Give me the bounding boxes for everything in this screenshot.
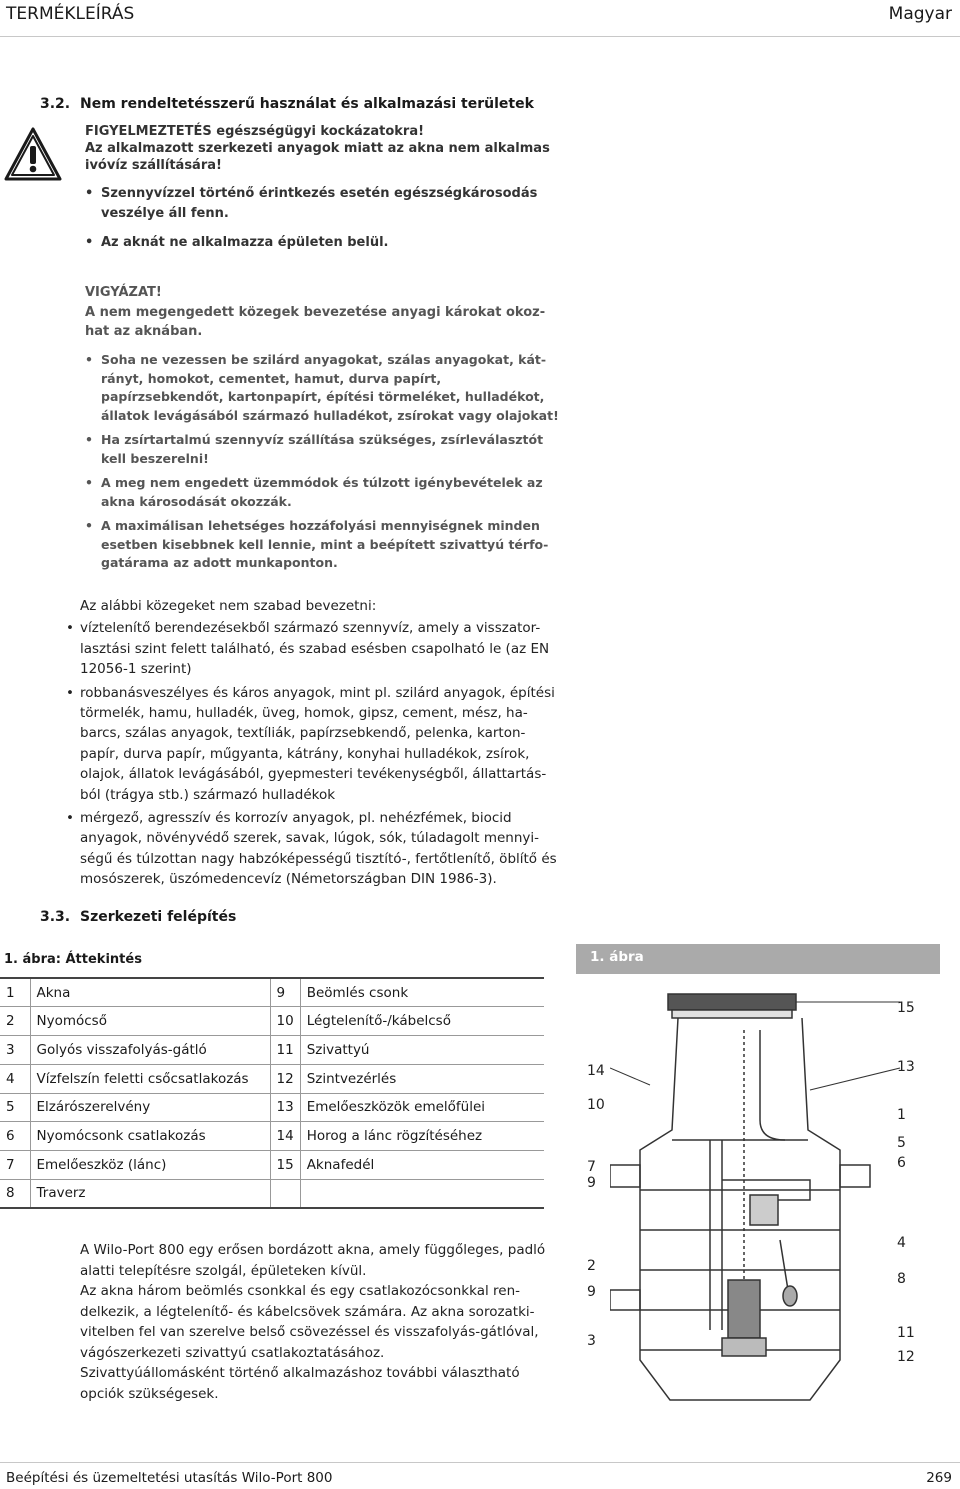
figure-callout-1: 1 [897, 1107, 906, 1123]
page-number: 269 [926, 1470, 952, 1486]
part-number: 5 [0, 1093, 30, 1122]
table-row [0, 978, 544, 1007]
caution-list [85, 351, 565, 573]
prohibited-item: • robbanásveszélyes és káros anyagok, mint pl. szilárd anyagok, építési törmelék, hamu, hulladék, üveg, homok, gipsz, cement, mész, ha-barcs, szálas anyagok, textíliák, papírzsebkendő, pelenka, karton-papír, durva papír, műgyanta, kátrány, konyhai hulladékok, zsírok, olajok, állatok levágásából, gyepmesteri tevékenységből, állattartás-ból (trágya stb.) származó hulladékok [68, 683, 558, 805]
figure-callout-6: 6 [897, 1155, 906, 1171]
part-label: Beömlés csonk [300, 978, 544, 1007]
part-number: 2 [0, 1007, 30, 1036]
footer-divider [0, 1462, 960, 1463]
description-paragraph: Szivattyúállomásként történő alkalmazáshoz további választható opciók szükségesek. [80, 1365, 520, 1402]
shaft-diagram [610, 990, 910, 1410]
caution-title: VIGYÁZAT! [85, 285, 162, 300]
inlet-left [610, 1165, 640, 1187]
parts-table [0, 977, 544, 1209]
part-number [270, 1179, 300, 1208]
description-paragraph: Az akna három beömlés csonkkal és egy csatlakozócsonkkal ren-delkezik, a légtelenítő- és kábelcsövek számára. Az akna sorozatki-vitelben fel van szerelve belső csövezéssel és visszafolyás-gátlóval, vágószerkezeti szivattyú csatlakoztatásához. [80, 1283, 539, 1361]
part-label: Aknafedél [300, 1151, 544, 1180]
part-number: 1 [0, 978, 30, 1007]
leader-line [610, 1068, 650, 1085]
warning-item: • Szennyvízzel történő érintkezés esetén egészségkárosodás veszélye áll fenn. [85, 184, 565, 224]
figure-callout-8: 8 [897, 1271, 906, 1287]
part-number: 15 [270, 1151, 300, 1180]
table-row [0, 1122, 544, 1151]
warning-item: • Az aknát ne alkalmazza épületen belül. [85, 233, 565, 253]
part-label: Horog a lánc rögzítéséhez [300, 1122, 544, 1151]
table-row [0, 1151, 544, 1180]
pressure-pipe [710, 1140, 722, 1330]
section-number: 3.2. [40, 96, 71, 112]
header-language: Magyar [888, 4, 952, 24]
inlet-right [840, 1165, 870, 1187]
warning-triangle-icon [4, 126, 62, 184]
part-label: Vízfelszín feletti csőcsatlakozás [30, 1064, 270, 1093]
figure-callout-15: 15 [897, 1000, 915, 1016]
figure-callout-7: 7 [587, 1159, 596, 1175]
leader-line [810, 1068, 900, 1090]
check-valve [750, 1195, 778, 1225]
caution-text: A nem megengedett közegek bevezetése anyagi károkat okoz-hat az aknában. [85, 305, 546, 339]
part-label: Szivattyú [300, 1036, 544, 1065]
table-row [0, 1007, 544, 1036]
part-label: Nyomócső [30, 1007, 270, 1036]
warning-text: Az alkalmazott szerkezeti anyagok miatt az akna nem alkalmas ivóvíz szállítására! [85, 140, 550, 173]
figure-callout-14: 14 [587, 1063, 605, 1079]
part-number: 13 [270, 1093, 300, 1122]
table-row [0, 1064, 544, 1093]
shaft-cover [668, 994, 796, 1010]
header-divider [0, 36, 960, 37]
figure-title: 1. ábra [590, 949, 644, 965]
caution-notice [85, 283, 565, 579]
part-label [300, 1179, 544, 1208]
figure-callout-11: 11 [897, 1325, 915, 1341]
part-number: 4 [0, 1064, 30, 1093]
vent-pipe [760, 1030, 785, 1140]
prohibited-list [68, 618, 558, 889]
figure-callout-10: 10 [587, 1097, 605, 1113]
level-float [783, 1286, 797, 1306]
table-row [0, 1036, 544, 1065]
description-paragraph: A Wilo-Port 800 egy erősen bordázott akna, amely függőleges, padló alatti telepítésre szolgál, épületeken kívül. [80, 1242, 546, 1279]
table-row [0, 1093, 544, 1122]
figure-callout-3: 3 [587, 1333, 596, 1349]
cover-frame [672, 1010, 792, 1018]
caution-item: • Ha zsírtartalmú szennyvíz szállítása szükséges, zsírleválasztót kell beszerelni! [85, 431, 565, 468]
inlet-lower [610, 1290, 640, 1310]
part-number: 3 [0, 1036, 30, 1065]
prohibited-intro: Az alábbi közegeket nem szabad bevezetni: [80, 598, 377, 614]
figure-header [576, 944, 940, 974]
part-label: Elzárószerelvény [30, 1093, 270, 1122]
figure-callout-5: 5 [897, 1135, 906, 1151]
part-label: Nyomócsonk csatlakozás [30, 1122, 270, 1151]
part-label: Emelőeszköz (lánc) [30, 1151, 270, 1180]
figure-callout-9: 9 [587, 1284, 596, 1300]
part-label: Traverz [30, 1179, 270, 1208]
part-number: 7 [0, 1151, 30, 1180]
part-number: 11 [270, 1036, 300, 1065]
health-warning [85, 124, 565, 262]
section-title: Szerkezeti felépítés [80, 909, 237, 925]
footer-document-title: Beépítési és üzemeltetési utasítás Wilo-Port 800 [6, 1470, 333, 1486]
part-label: Légtelenítő-/kábelcső [300, 1007, 544, 1036]
parts-table-caption: 1. ábra: Áttekintés [4, 952, 142, 967]
level-control-cable [780, 1240, 788, 1290]
warning-title: FIGYELMEZTETÉS egészségügyi kockázatokra! [85, 124, 425, 139]
figure-callout-4: 4 [897, 1235, 906, 1251]
section-title: Nem rendeltetésszerű használat és alkalmazási területek [80, 96, 534, 112]
part-number: 12 [270, 1064, 300, 1093]
warning-list [85, 184, 565, 253]
figure-callout-2: 2 [587, 1258, 596, 1274]
prohibited-media-section [68, 596, 558, 893]
part-number: 14 [270, 1122, 300, 1151]
figure-callout-12: 12 [897, 1349, 915, 1365]
figure-callout-9: 9 [587, 1175, 596, 1191]
part-number: 6 [0, 1122, 30, 1151]
part-label: Akna [30, 978, 270, 1007]
part-number: 10 [270, 1007, 300, 1036]
caution-item: • A maximálisan lehetséges hozzáfolyási mennyiségnek minden esetben kisebbnek kell lennie, mint a beépített szivattyú térfo-gatárama az adott munkaponton. [85, 517, 565, 573]
table-row [0, 1179, 544, 1208]
part-number: 8 [0, 1179, 30, 1208]
prohibited-item: • víztelenítő berendezésekből származó szennyvíz, amely a visszator-lasztási szint felett található, és szabad esésben csapolható le (az EN 12056-1 szerint) [68, 618, 558, 679]
part-label: Szintvezérlés [300, 1064, 544, 1093]
product-description [80, 1240, 550, 1404]
header-section-label: TERMÉKLEÍRÁS [6, 4, 135, 24]
caution-item: • Soha ne vezessen be szilárd anyagokat, szálas anyagokat, kát-rányt, homokot, cementet, hamut, durva papírt, papírzsebkendőt, kartonpapírt, építési törmeléket, hulladékot, állatok levágásából származó hulladékot, zsírokat vagy olajokat! [85, 351, 565, 425]
prohibited-item: • mérgező, agresszív és korrozív anyagok, pl. nehézfémek, biocid anyagok, növényvédő szerek, savak, lúgok, sók, túladagolt mennyi-ségű és túlzottan nagy habzóképességű tisztító-, fertőtlenítő, öblítő és mosószerek, üszómedencevíz (Németországban DIN 1986-3). [68, 808, 558, 890]
part-number: 9 [270, 978, 300, 1007]
figure-callout-13: 13 [897, 1059, 915, 1075]
section-number: 3.3. [40, 909, 71, 925]
caution-item: • A meg nem engedett üzemmódok és túlzott igénybevételek az akna károsodását okozzák. [85, 474, 565, 511]
pump-body [728, 1280, 760, 1338]
part-label: Emelőeszközök emelőfülei [300, 1093, 544, 1122]
part-label: Golyós visszafolyás-gátló [30, 1036, 270, 1065]
pump-base [722, 1338, 766, 1356]
